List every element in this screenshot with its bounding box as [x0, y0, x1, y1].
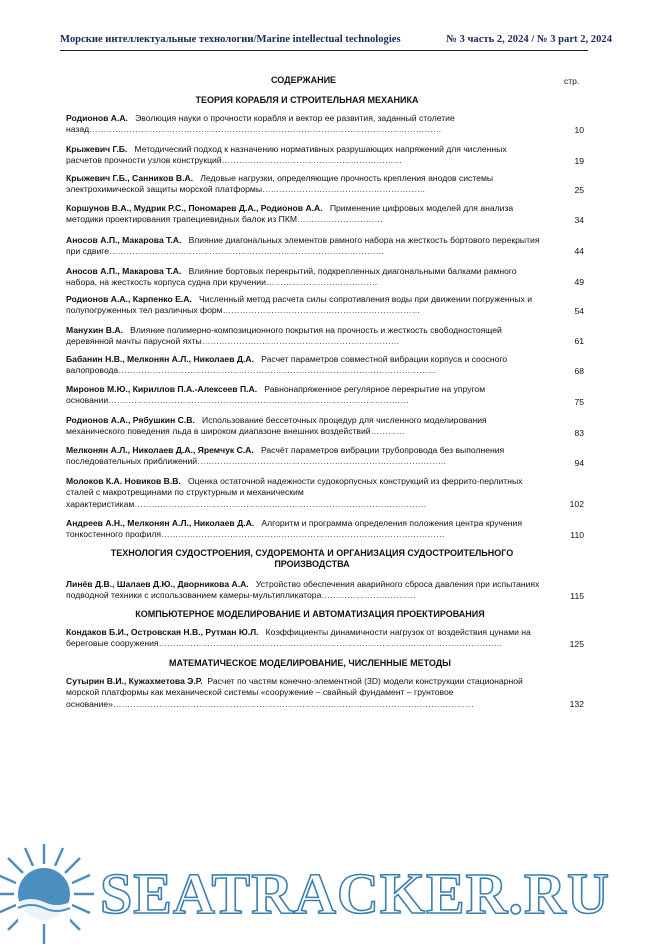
toc-entry[interactable]: Аносов А.П., Макарова Т.А. Влияние диагональных элементов рамного набора на жесткость бортового перекрытия при сдвиге……………………………………………………………………………………	[66, 235, 540, 257]
toc-entry[interactable]: Коршунов В.А., Мудрик Р.С., Пономарев Д.А., Родионов А.А. Применение цифровых моделей для анализа методики проектирования трапециевидных балок из ПКМ…………………………	[66, 203, 514, 225]
page-number: 68	[574, 366, 584, 376]
page-number: 110	[570, 530, 584, 540]
page-number: 132	[569, 699, 584, 709]
toc-entry[interactable]: Манухин В.А. Влияние полимерно-композиционного покрытия на прочность и жесткость свободностоящей деревянной мачты парусной яхты……………………………………………………………	[66, 325, 502, 347]
page-number: 61	[574, 336, 584, 346]
toc-entry[interactable]: Бабанин Н.В., Мелконян А.Л., Николаев Д.А. Расчет параметров совместной вибрации корпуса и соосного валопровода…………………………………………………………………………………………………	[66, 354, 508, 376]
section-heading: КОМПЬЮТЕРНОЕ МОДЕЛИРОВАНИЕ И АВТОМАТИЗАЦИЯ ПРОЕКТИРОВАНИЯ	[135, 609, 485, 619]
toc-entry[interactable]: Молоков К.А. Новиков В.В. Оценка остаточной надежности судокорпусных конструкций из феррито-перлитных сталей с макротрещинами по структурным и механическим характеристикам…………………………………………………………………………………………	[66, 476, 523, 509]
toc-entry[interactable]: Сутырин В.И., Кужахметова Э.Р. Расчет по частям конечно-элементной (3D) модели конструкции стационарной морской платформы как механической системы «сооружение – свайный фундамент – грунтовое основание»………………………………………………………………………………………………………………	[66, 676, 523, 709]
page-number: 115	[570, 591, 584, 601]
section-heading: ТЕХНОЛОГИЯ СУДОСТРОЕНИЯ, СУДОРЕМОНТА И ОРГАНИЗАЦИЯ СУДОСТРОИТЕЛЬНОГО ПРОИЗВОДСТВА	[110, 548, 514, 569]
page-number: 54	[574, 306, 584, 316]
toc-entry[interactable]: Мелконян А.Л., Николаев Д.А., Яремчук С.А. Расчёт параметров вибрации трубопровода без выполнения последовательных приближений……………………………………………………………………………	[66, 445, 505, 467]
toc-entry[interactable]: Крыжевич Г.Б., Санников В.А. Ледовые нагрузки, определяющие прочность крепления анодов системы электрохимической защиты морской платформы…………………………………………………	[66, 173, 494, 195]
toc-entry[interactable]: Родионов А.А., Рябушкин С.В. Использование бессеточных процедур для численного моделирования механического поведения льда в широком диапазоне внешних воздействий…………	[66, 415, 487, 437]
journal-title: Морские интеллектуальные технологии/Marine intellectual technologies	[60, 34, 401, 45]
toc-entry[interactable]: Крыжевич Г.Б. Методический подход к назначению нормативных разрушающих напряжений для численных расчетов прочности узлов конструкций………………………………………………………	[66, 144, 507, 166]
page-number: 49	[574, 277, 584, 287]
page-number: 83	[574, 428, 584, 438]
page-number: 44	[574, 246, 584, 256]
page-number: 34	[574, 215, 584, 225]
toc-entry[interactable]: Кондаков Б.И., Островская Н.В., Рутман Ю.Л. Коэффициенты динамичности нагрузок от воздействия цунами на береговые сооружения…………………………………………………………………………………………………………	[66, 627, 531, 649]
toc-entry[interactable]: Аносов А.П., Макарова Т.А. Влияние бортовых перекрытий, подкрепленных диагональными балками рамного набора, на жесткость корпуса судна при кручении…………………………………	[66, 266, 517, 288]
page-number: 102	[569, 499, 584, 509]
watermark-text: SEATRACKER.RU	[100, 861, 610, 926]
header-divider	[60, 50, 588, 51]
page-number: 125	[569, 639, 584, 649]
page-number: 75	[574, 397, 584, 407]
sun-icon	[0, 844, 94, 944]
toc-entry[interactable]: Родионов А.А. Эволюция науки о прочности корабля и вектор ее развития, заданный столетие назад……………………………………………………………………………………………………………	[66, 113, 455, 135]
running-header	[60, 34, 612, 45]
toc-title: СОДЕРЖАНИЕ	[271, 75, 337, 85]
page-number: 94	[574, 458, 584, 468]
issue-number: № 3 часть 2, 2024 / № 3 part 2, 2024	[446, 34, 612, 45]
page-number: 19	[574, 156, 584, 166]
toc-entry[interactable]: Андреев А.Н., Мелконян А.Л., Николаев Д.А. Алгоритм и программа определения положения центра кручения тонкостенного профиля………………………………………………………………………………………	[66, 518, 523, 540]
page-column-label: стр.	[564, 76, 580, 86]
section-heading: МАТЕМАТИЧЕСКОЕ МОДЕЛИРОВАНИЕ, ЧИСЛЕННЫЕ МЕТОДЫ	[169, 658, 451, 668]
page-number: 25	[574, 185, 584, 195]
section-heading: ТЕОРИЯ КОРАБЛЯ И СТРОИТЕЛЬНАЯ МЕХАНИКА	[195, 95, 419, 105]
page-number: 10	[574, 125, 584, 135]
toc-entry[interactable]: Миронов М.Ю., Кириллов П.А.-Алексеев П.А. Равнонапряженное регулярное перекрытие на упругом основании……………………………………………………………………………………………	[66, 384, 486, 406]
toc-entry[interactable]: Родионов А.А., Карпенко Е.А. Численный метод расчета силы сопротивления воды при движении погруженных и полупогруженных тел различных форм……………………………………………………………	[66, 294, 533, 316]
toc-entry[interactable]: Линёв Д.В., Шалаев Д.Ю., Дворникова А.А. Устройство обеспечения аварийного сброса давления при испытаниях подводной техники с использованием камеры-мультипликатора……………………………	[66, 579, 540, 601]
